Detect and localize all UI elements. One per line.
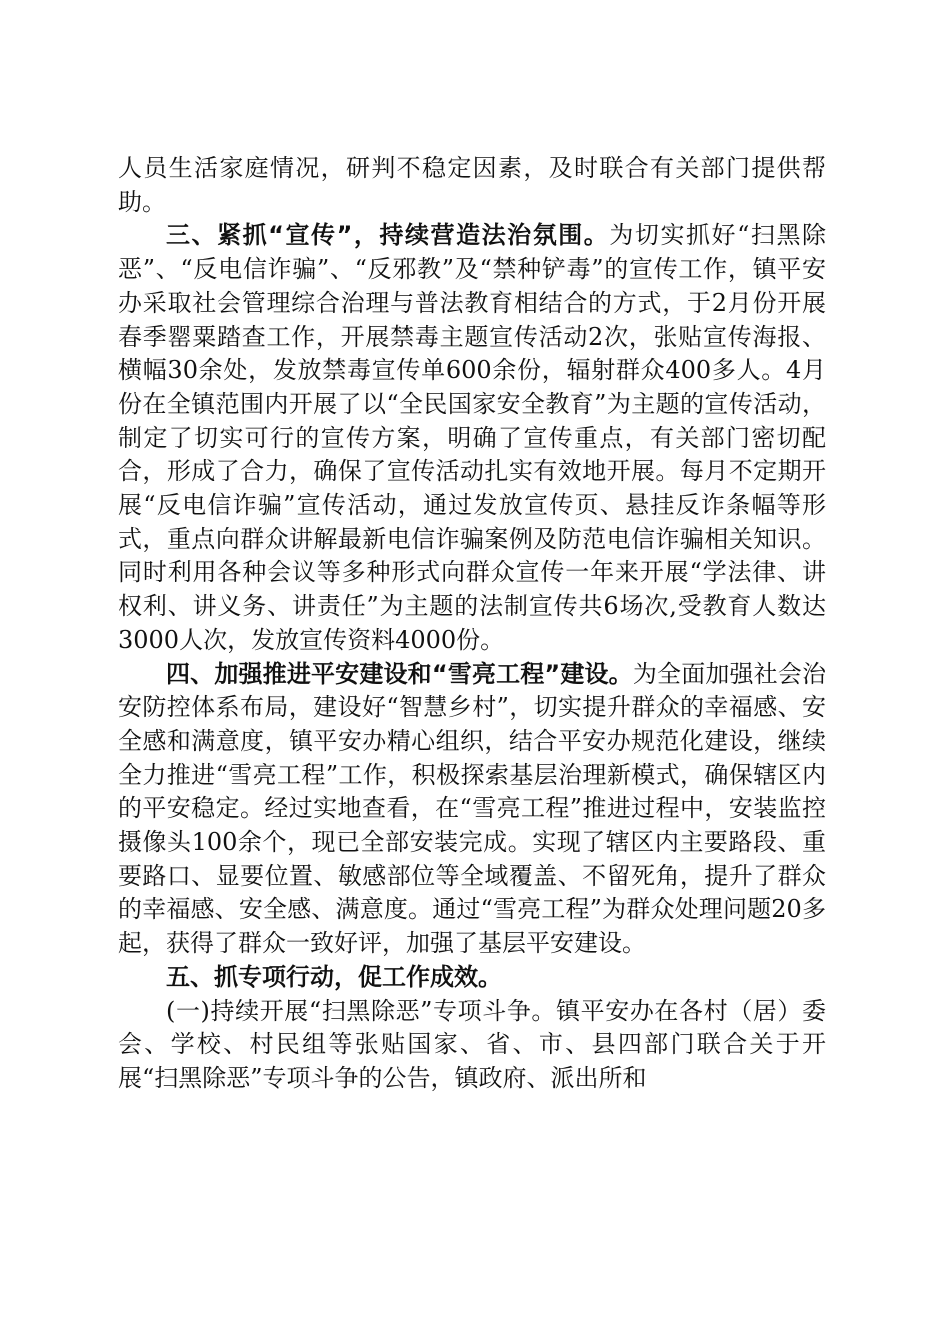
section-heading-five: 五、抓专项行动，促工作成效。: [166, 962, 502, 991]
paragraph-text: 镇平安办在各村（居）委会、学校、村民组等张贴国家、省、市、县四部门联合关于开展“扫黑除恶”专项斗争的公告，镇政府、派出所和: [118, 996, 827, 1092]
section-heading-four: 四、加强推进平安建设和“雪亮工程”建设。: [166, 659, 633, 688]
paragraph-text: 为切实抓好“扫黑除恶”、“反电信诈骗”、“反邪教”及“禁种铲毒”的宣传工作，镇平安办采取社会管理综合治理与普法教育相结合的方式，于2月份开展春季罂粟踏查工作，开展禁毒主题宣传活动2次，张贴宣传海报、横幅30余处，发放禁毒宣传单600余份，辐射群众400多人。4月份在全镇范围内开展了以“全民国家安全教育”为主题的宣传活动，制定了切实可行的宣传方案，明确了宣传重点，有关部门密切配合，形成了合力，确保了宣传活动扎实有效地开展。每月不定期开展“反电信诈骗”宣传活动，通过发放宣传页、悬挂反诈条幅等形式，重点向群众讲解最新电信诈骗案例及防范电信诈骗相关知识。同时利用各种会议等多种形式向群众宣传一年来开展“学法律、讲权利、讲义务、讲责任”为主题的法制宣传共6场次,受教育人数达3000人次，发放宣传资料4000份。: [118, 221, 826, 654]
subsection-heading-one: (一)持续开展“扫黑除恶”专项斗争。: [166, 996, 557, 1025]
section-heading-three: 三、紧抓“宣传”，持续营造法治氛围。: [166, 221, 610, 250]
paragraph-continuation: [118, 152, 826, 219]
paragraph-text: 为全面加强社会治安防控体系布局，建设好“智慧乡村”，切实提升群众的幸福感、安全感和满意度，镇平安办精心组织，结合平安办规范化建设，继续全力推进“雪亮工程”工作，积极探索基层治理新模式，确保辖区内的平安稳定。经过实地查看，在“雪亮工程”推进过程中，安装监控摄像头100余个，现已全部安装完成。实现了辖区内主要路段、重要路口、显要位置、敏感部位等全域覆盖、不留死角，提升了群众的幸福感、安全感、满意度。通过“雪亮工程”为群众处理问题20多起，获得了群众一致好评，加强了基层平安建设。: [118, 659, 827, 958]
paragraph-section-three: [118, 219, 826, 657]
document-page: [118, 152, 826, 1096]
paragraph-section-five: [118, 961, 826, 995]
paragraph-section-four: [118, 658, 826, 961]
paragraph-text: 人员生活家庭情况，研判不稳定因素，及时联合有关部门提供帮助。: [118, 154, 826, 216]
paragraph-subsection-one: [118, 995, 826, 1096]
